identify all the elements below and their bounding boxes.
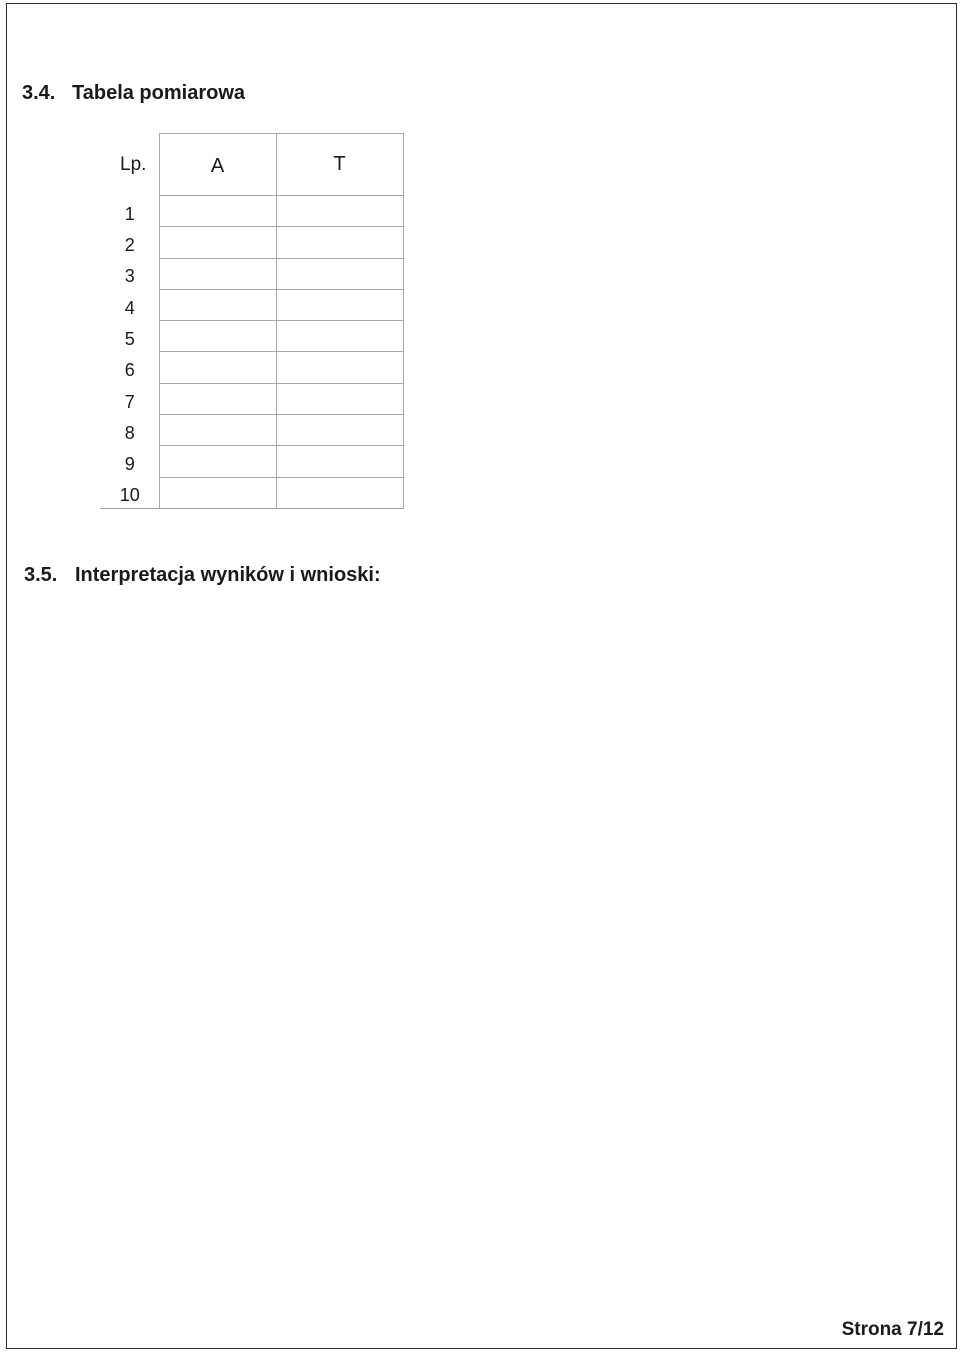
value-t-cell[interactable] xyxy=(276,352,403,383)
table-header-row xyxy=(100,134,403,196)
section-heading-measurement-table xyxy=(22,83,245,103)
section-heading-results xyxy=(24,565,381,585)
value-a-cell[interactable] xyxy=(159,446,276,477)
value-t-cell[interactable] xyxy=(276,477,403,508)
value-t-cell[interactable] xyxy=(276,258,403,289)
table-row xyxy=(100,258,403,289)
section-title: Tabela pomiarowa xyxy=(72,82,246,104)
value-a-cell[interactable] xyxy=(159,258,276,289)
row-number: 9 xyxy=(100,446,159,477)
row-number: 6 xyxy=(100,352,159,383)
header-a: A xyxy=(159,134,276,196)
table-row xyxy=(100,321,403,352)
row-number: 7 xyxy=(100,383,159,414)
table-row xyxy=(100,289,403,320)
value-a-cell[interactable] xyxy=(159,321,276,352)
value-t-cell[interactable] xyxy=(276,415,403,446)
row-number: 10 xyxy=(100,477,159,508)
value-a-cell[interactable] xyxy=(159,227,276,258)
table-row xyxy=(100,477,403,508)
value-a-cell[interactable] xyxy=(159,415,276,446)
row-number: 2 xyxy=(100,227,159,258)
table-row xyxy=(100,227,403,258)
value-t-cell[interactable] xyxy=(276,289,403,320)
section-number: 3.5. xyxy=(24,564,58,586)
row-number: 1 xyxy=(100,196,159,227)
value-t-cell[interactable] xyxy=(276,196,403,227)
value-a-cell[interactable] xyxy=(159,289,276,320)
value-a-cell[interactable] xyxy=(159,352,276,383)
value-a-cell[interactable] xyxy=(159,196,276,227)
measurement-table xyxy=(100,133,404,509)
row-number: 4 xyxy=(100,289,159,320)
table-row xyxy=(100,383,403,414)
value-t-cell[interactable] xyxy=(276,446,403,477)
row-number: 5 xyxy=(100,321,159,352)
value-t-cell[interactable] xyxy=(276,383,403,414)
header-lp: Lp. xyxy=(100,134,159,196)
section-title: Interpretacja wyników i wnioski: xyxy=(75,564,381,586)
table-row xyxy=(100,446,403,477)
table-row xyxy=(100,196,403,227)
page-number: Strona 7/12 xyxy=(841,1319,944,1340)
row-number: 3 xyxy=(100,258,159,289)
section-number: 3.4. xyxy=(22,82,56,104)
value-t-cell[interactable] xyxy=(276,227,403,258)
table-row xyxy=(100,415,403,446)
value-t-cell[interactable] xyxy=(276,321,403,352)
value-a-cell[interactable] xyxy=(159,383,276,414)
value-a-cell[interactable] xyxy=(159,477,276,508)
header-t: T xyxy=(276,134,403,196)
row-number: 8 xyxy=(100,415,159,446)
table-row xyxy=(100,352,403,383)
